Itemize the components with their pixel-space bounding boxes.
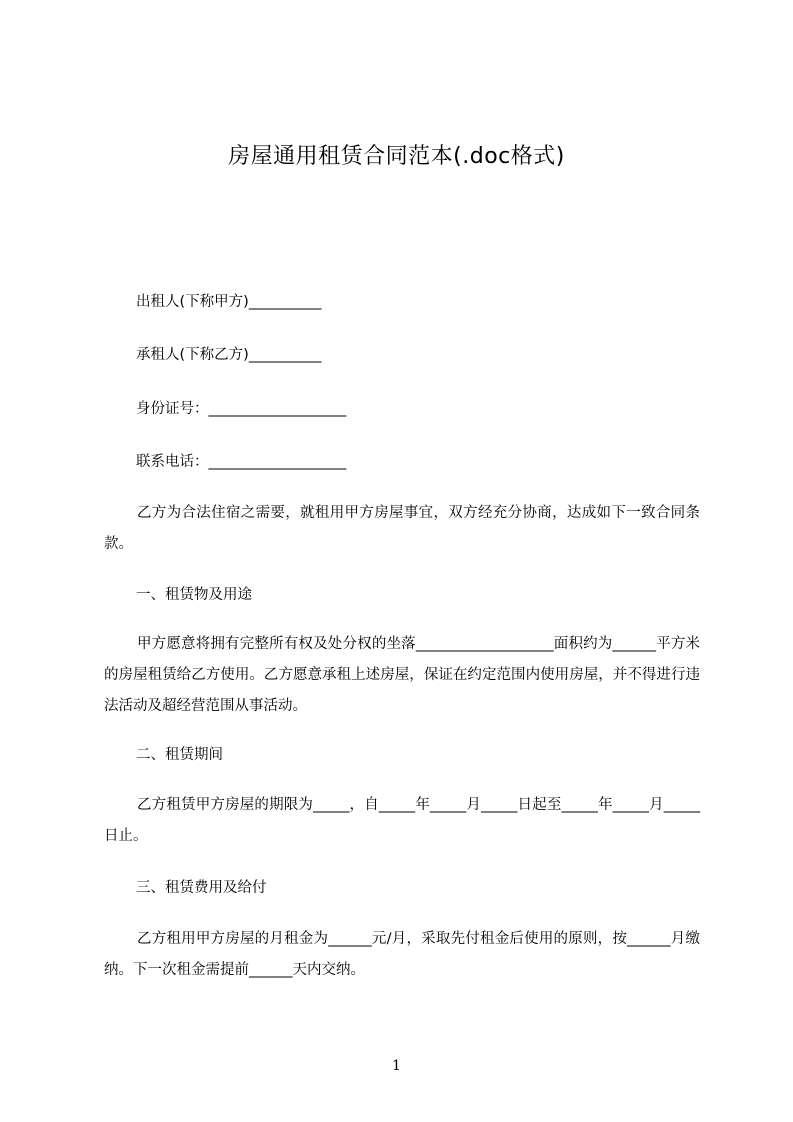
page-number: 1	[392, 1058, 401, 1074]
id-number-field: 身份证号：___________________	[136, 401, 347, 417]
lessee-field: 承租人(下称乙方)__________	[136, 347, 322, 363]
section-text-lease-term: 乙方租赁甲方房屋的期限为_____，自_____年_____月_____日起至_____年_____月_____日止。	[104, 797, 700, 844]
document-title: 房屋通用租赁合同范本(.doc格式)	[228, 144, 565, 169]
section-text-lease-object: 甲方愿意将拥有完整所有权及处分权的坐落___________________面积约为______平方米的房屋租赁给乙方使用。乙方愿意承租上述房屋，保证在约定范围内使用房屋，并不得进行违法活动及超经营范围从事活动。	[104, 636, 700, 714]
section-heading-lease-term: 二、租赁期间	[136, 747, 223, 763]
section-text-rent-payment: 乙方租用甲方房屋的月租金为______元/月，采取先付租金后使用的原则，按______月缴纳。下一次租金需提前______天内交纳。	[104, 931, 700, 978]
lessor-field: 出租人(下称甲方)__________	[136, 294, 322, 310]
section-heading-lease-object: 一、租赁物及用途	[136, 587, 252, 603]
phone-field: 联系电话：___________________	[136, 454, 347, 470]
intro-paragraph: 乙方为合法住宿之需要，就租用甲方房屋事宜，双方经充分协商，达成如下一致合同条款。	[104, 505, 700, 552]
section-heading-rent-payment: 三、租赁费用及给付	[136, 880, 267, 896]
